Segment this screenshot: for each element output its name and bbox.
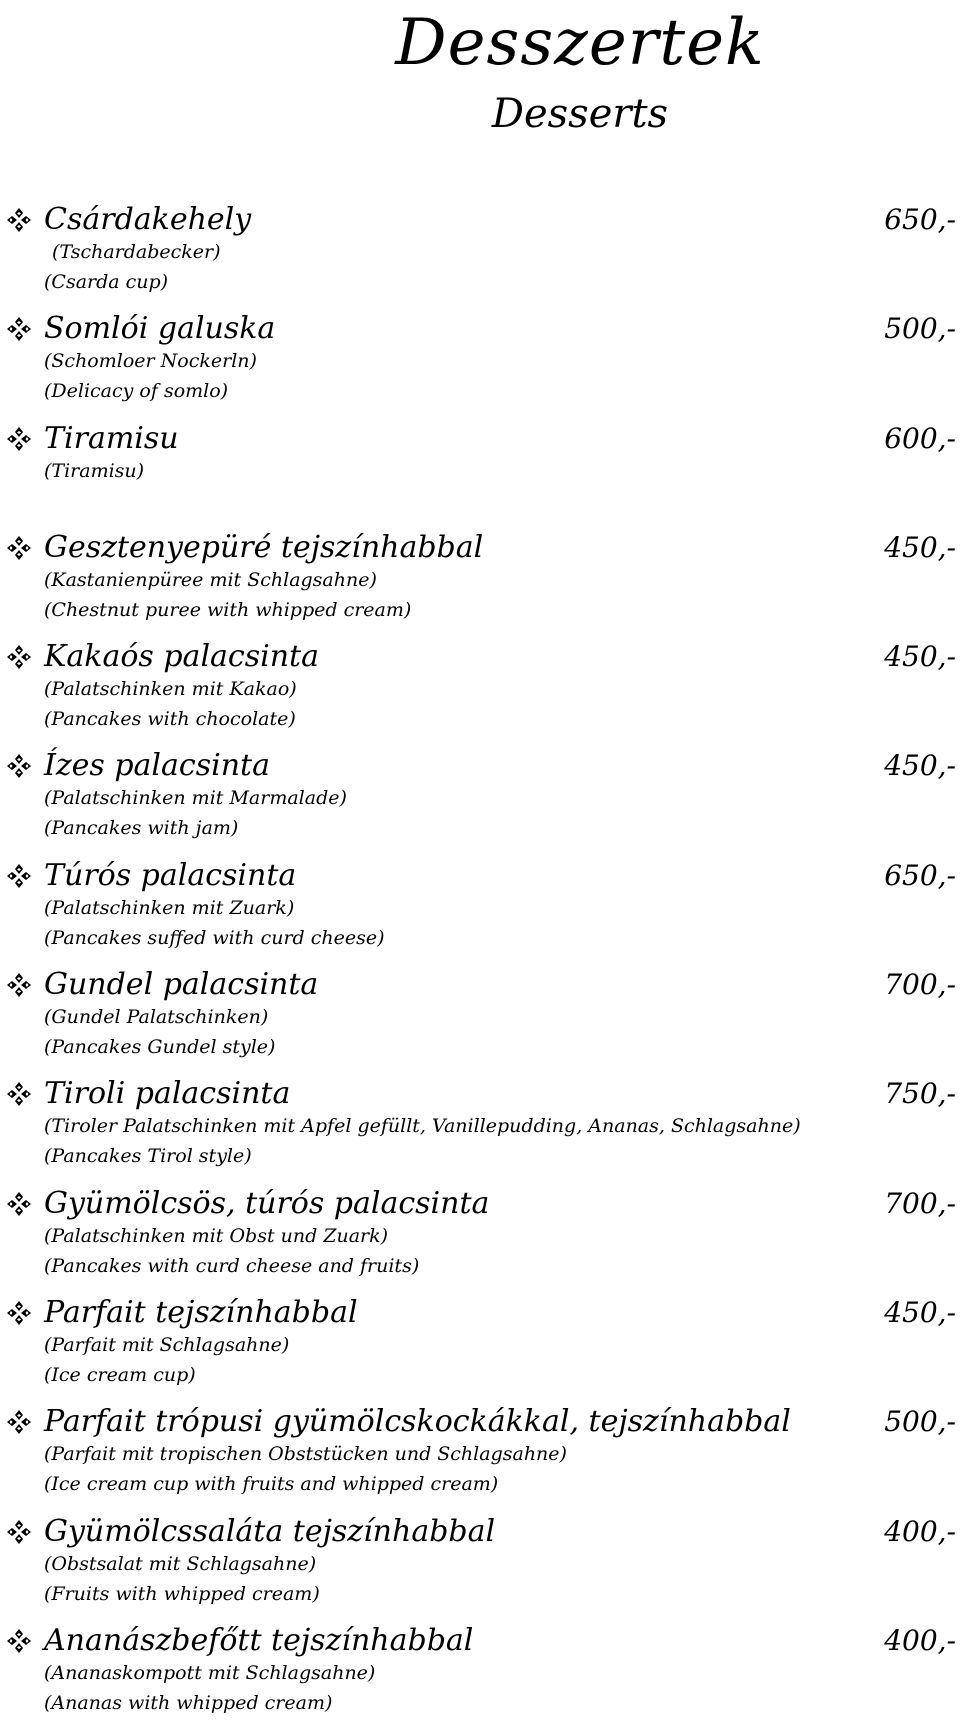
menu-item-english-name: (Ice cream cup with fruits and whipped cream) — [44, 1473, 499, 1496]
diamond-flower-icon — [6, 753, 32, 779]
menu-item-price: 450,- — [884, 640, 956, 674]
menu-item-english-name: (Pancakes Tirol style) — [44, 1145, 252, 1168]
menu-item-german-name: (Parfait mit tropischen Obststücken und Schlagsahne) — [44, 1443, 567, 1466]
menu-item-german-name: (Palatschinken mit Obst und Zuark) — [44, 1224, 389, 1247]
menu-item-german-name: (Parfait mit Schlagsahne) — [44, 1333, 290, 1356]
menu-item-header — [0, 1402, 960, 1442]
menu-item-price: 500,- — [884, 1405, 956, 1439]
menu-item-price: 450,- — [884, 530, 956, 564]
menu-item-price: 650,- — [884, 858, 956, 892]
menu-item-header — [0, 1293, 960, 1333]
menu-item — [0, 1293, 960, 1402]
diamond-flower-icon — [6, 316, 32, 342]
menu-item-name: Gundel palacsinta — [44, 967, 319, 1003]
menu-item — [0, 1621, 960, 1730]
menu-item-price: 700,- — [884, 968, 956, 1002]
diamond-flower-icon — [6, 1628, 32, 1654]
menu-item — [0, 200, 960, 309]
menu-item-header — [0, 1621, 960, 1661]
menu-item-name: Somlói galuska — [44, 311, 276, 347]
menu-item-name: Gyümölcsös, túrós palacsinta — [44, 1185, 490, 1221]
menu-item-header — [0, 1184, 960, 1224]
menu-item-english-name: (Csarda cup) — [44, 271, 169, 293]
menu-item-english-name: (Ice cream cup) — [44, 1363, 196, 1386]
diamond-flower-icon — [6, 1409, 32, 1435]
menu-item — [0, 1074, 960, 1183]
dessert-menu-list — [0, 200, 960, 1730]
menu-item-header — [0, 746, 960, 786]
menu-item-german-name: (Palatschinken mit Marmalade) — [44, 787, 347, 810]
menu-item-english-name: (Pancakes with chocolate) — [44, 708, 296, 731]
diamond-flower-icon — [6, 972, 32, 998]
menu-item — [0, 528, 960, 637]
diamond-flower-icon — [6, 644, 32, 670]
menu-item-price: 450,- — [884, 1295, 956, 1329]
diamond-flower-icon — [6, 1081, 32, 1107]
diamond-flower-icon — [6, 207, 32, 233]
menu-item-name: Csárdakehely — [44, 202, 252, 237]
menu-item — [0, 309, 960, 418]
menu-item-german-name: (Tiroler Palatschinken mit Apfel gefüllt, Vanillepudding, Ananas, Schlagsahne) — [44, 1115, 801, 1138]
diamond-flower-icon — [6, 1191, 32, 1217]
page-subtitle: Desserts — [491, 91, 669, 137]
menu-item-price: 700,- — [884, 1186, 956, 1220]
menu-item-price: 650,- — [884, 203, 956, 236]
menu-item-price: 600,- — [884, 421, 956, 455]
menu-item-header — [0, 1074, 960, 1114]
menu-item-header — [0, 856, 960, 896]
menu-item — [0, 1512, 960, 1621]
menu-item-name: Tiramisu — [44, 420, 179, 456]
diamond-flower-icon — [6, 426, 32, 452]
menu-item-german-name: (Kastanienpüree mit Schlagsahne) — [44, 568, 377, 591]
menu-item-english-name: (Pancakes with curd cheese and fruits) — [44, 1254, 420, 1277]
diamond-flower-icon — [6, 1519, 32, 1545]
menu-item-price: 500,- — [884, 312, 956, 346]
menu-item — [0, 965, 960, 1074]
menu-item-german-name: (Obstsalat mit Schlagsahne) — [44, 1552, 317, 1575]
menu-item-german-name: (Palatschinken mit Kakao) — [44, 678, 297, 701]
menu-item-name: Kakaós palacsinta — [44, 639, 319, 675]
menu-item-name: Ananászbefőtt tejszínhabbal — [44, 1622, 474, 1658]
menu-item-header — [0, 1512, 960, 1552]
diamond-flower-icon — [6, 863, 32, 889]
menu-item-price: 400,- — [884, 1514, 956, 1548]
menu-item-german-name: (Gundel Palatschinken) — [44, 1006, 269, 1029]
menu-item-name: Ízes palacsinta — [44, 748, 270, 784]
menu-item-name: Gyümölcssaláta tejszínhabbal — [44, 1513, 496, 1549]
diamond-flower-icon — [6, 1300, 32, 1326]
menu-item-header — [0, 528, 960, 568]
menu-item-header — [0, 637, 960, 677]
menu-item — [0, 746, 960, 855]
menu-item-price: 450,- — [884, 749, 956, 783]
menu-item-english-name: (Pancakes Gundel style) — [44, 1036, 276, 1059]
menu-item-german-name: (Tschardabecker) — [52, 241, 221, 263]
menu-item — [0, 856, 960, 965]
menu-item — [0, 1402, 960, 1511]
menu-item — [0, 419, 960, 528]
menu-item-name: Parfait tejszínhabbal — [44, 1294, 358, 1330]
page-title: Desszertek — [395, 6, 765, 80]
menu-item — [0, 1184, 960, 1293]
menu-item-price: 400,- — [884, 1623, 956, 1657]
menu-item-english-name: (Pancakes suffed with curd cheese) — [44, 926, 385, 949]
menu-item-english-name: (Pancakes with jam) — [44, 817, 239, 840]
diamond-flower-icon — [6, 535, 32, 561]
menu-item-german-name: (Tiramisu) — [44, 459, 145, 482]
menu-item-german-name: (Schomloer Nockerln) — [44, 350, 257, 373]
menu-item-german-name: (Ananaskompott mit Schlagsahne) — [44, 1661, 376, 1684]
menu-item-english-name: (Ananas with whipped cream) — [44, 1691, 333, 1714]
menu-item-english-name: (Chestnut puree with whipped cream) — [44, 598, 412, 621]
menu-item-price: 750,- — [884, 1077, 956, 1111]
menu-item-header — [0, 965, 960, 1005]
menu-item-name: Túrós palacsinta — [44, 857, 297, 893]
menu-item-name: Parfait trópusi gyümölcskockákkal, tejszínhabbal — [44, 1404, 791, 1440]
menu-item-german-name: (Palatschinken mit Zuark) — [44, 896, 295, 919]
menu-item-english-name: (Fruits with whipped cream) — [44, 1582, 320, 1605]
menu-item — [0, 637, 960, 746]
menu-item-name: Gesztenyepüré tejszínhabbal — [44, 529, 484, 565]
menu-item-name: Tiroli palacsinta — [44, 1076, 291, 1112]
menu-item-header — [0, 309, 960, 349]
menu-item-header — [0, 200, 960, 240]
menu-item-header — [0, 419, 960, 459]
menu-item-english-name: (Delicacy of somlo) — [44, 380, 229, 403]
